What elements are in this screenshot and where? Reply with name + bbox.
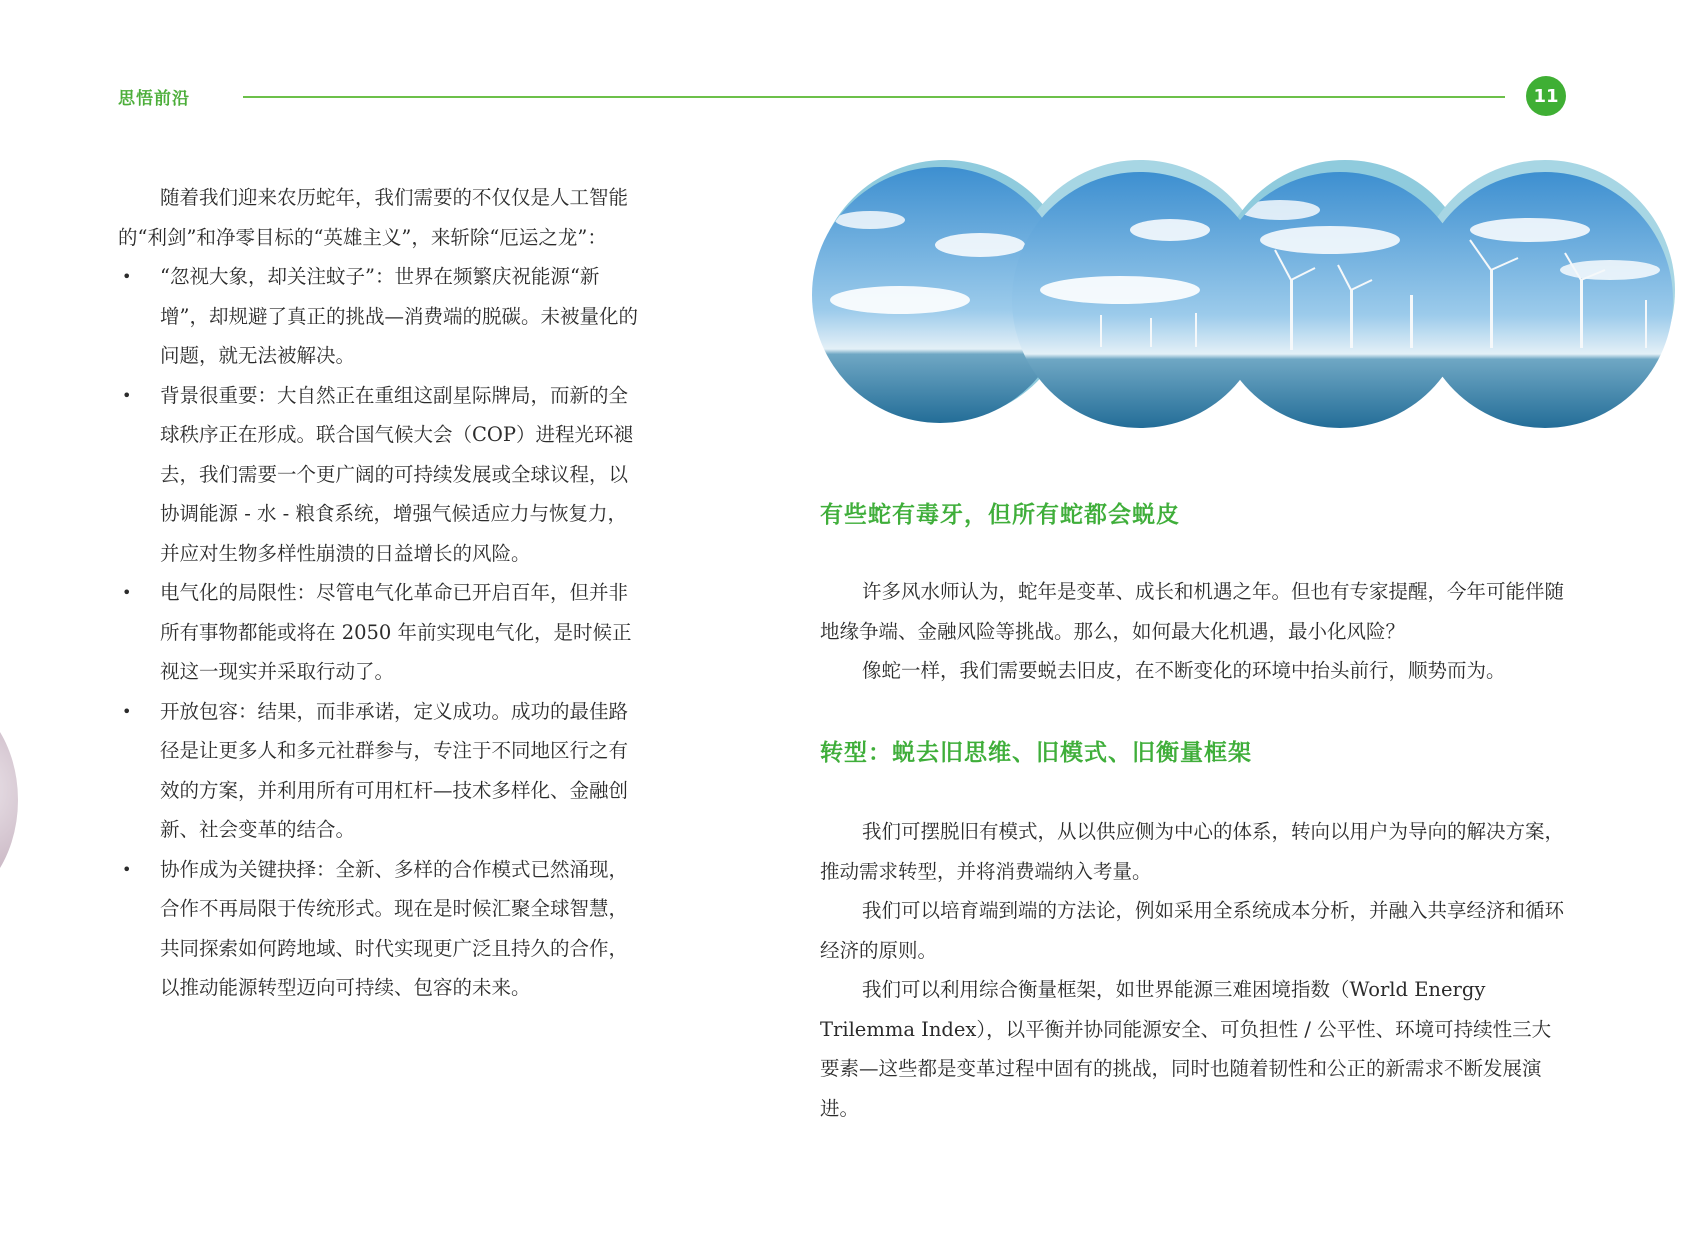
cloud <box>1470 218 1590 242</box>
wind-turbine <box>1645 300 1647 348</box>
paragraph: 我们可以利用综合衡量框架，如世界能源三难困境指数（World Energy Trilemma Index），以平衡并协同能源安全、可负担性 / 公平性、环境可持续性三大要素—这些都是变革过程中固有的挑战，同时也随着韧性和公正的新需求不断发展演进。 <box>820 978 1552 1120</box>
list-item: • 背景很重要：大自然正在重组这副星际牌局，而新的全球秩序正在形成。联合国气候大会（COP）进程光环褪去，我们需要一个更广阔的可持续发展或全球议程，以协调能源 - 水 - 粮食系统，增强气候适应力与恢复力，并应对生物多样性崩溃的日益增长的风险。 <box>118 376 638 574</box>
cloud <box>935 233 1025 257</box>
paragraph: 我们可摆脱旧有模式，从以供应侧为中心的体系，转向以用户为导向的解决方案，推动需求转型，并将消费端纳入考量。 <box>820 820 1565 883</box>
header-rule <box>243 96 1505 98</box>
wind-turbine <box>1580 280 1583 348</box>
bullet-dot: • <box>122 701 132 721</box>
left-edge-image <box>0 690 18 910</box>
section2-body <box>820 812 1565 1128</box>
list-item: • “忽视大象，却关注蚊子”：世界在频繁庆祝能源“新增”，却规避了真正的挑战—消费端的脱碳。未被量化的问题，就无法被解决。 <box>118 257 638 376</box>
wind-turbine <box>1290 280 1293 350</box>
wind-farm-hero-image <box>810 150 1683 460</box>
cloud <box>835 211 905 229</box>
paragraph: 我们可以培育端到端的方法论，例如采用全系统成本分析，并融入共享经济和循环经济的原则。 <box>820 899 1565 962</box>
section-title-transformation: 转型：蜕去旧思维、旧模式、旧衡量框架 <box>820 740 1252 766</box>
wind-turbine <box>1150 318 1152 347</box>
paragraph: 许多风水师认为，蛇年是变革、成长和机遇之年。但也有专家提醒，今年可能伴随地缘争端、金融风险等挑战。那么，如何最大化机遇，最小化风险？ <box>820 580 1565 643</box>
left-column <box>118 178 638 1008</box>
paragraph: 像蛇一样，我们需要蜕去旧皮，在不断变化的环境中抬头前行，顺势而为。 <box>862 659 1506 682</box>
list-item: • 电气化的局限性：尽管电气化革命已开启百年，但并非所有事物都能或将在 2050 年前实现电气化，是时候正视这一现实并采取行动了。 <box>118 573 638 692</box>
wind-turbine <box>1410 295 1413 348</box>
cloud <box>830 286 970 314</box>
wind-turbine <box>1195 313 1197 347</box>
wind-turbine <box>1350 290 1353 348</box>
bullet-dot: • <box>122 267 132 286</box>
bullet-list <box>118 257 638 1008</box>
list-item: • 开放包容：结果，而非承诺，定义成功。成功的最佳路径是让更多人和多元社群参与，专注于不同地区行之有效的方案，并利用所有可用杠杆—技术多样化、金融创新、社会变革的结合。 <box>118 692 638 850</box>
cloud <box>1130 219 1210 241</box>
bullet-dot: • <box>122 583 132 602</box>
cloud <box>1260 226 1400 254</box>
section-label: 思悟前沿 <box>118 89 190 109</box>
wind-turbine <box>1100 315 1102 347</box>
bullet-dot: • <box>122 859 132 879</box>
wind-turbine <box>1490 270 1493 348</box>
intro-paragraph: 随着我们迎来农历蛇年，我们需要的不仅仅是人工智能的“利剑”和净零目标的“英雄主义”，来斩除“厄运之龙”： <box>118 186 629 249</box>
page-number-badge: 11 <box>1526 76 1566 116</box>
list-item: • 协作成为关键抉择：全新、多样的合作模式已然涌现，合作不再局限于传统形式。现在是时候汇聚全球智慧，共同探索如何跨地域、时代实现更广泛且持久的合作，以推动能源转型迈向可持续、包容的未来。 <box>118 850 638 1008</box>
bullet-dot: • <box>122 385 132 405</box>
section1-body <box>820 572 1565 691</box>
section-title-shedding: 有些蛇有毒牙，但所有蛇都会蜕皮 <box>820 502 1180 528</box>
cloud <box>1040 276 1200 304</box>
